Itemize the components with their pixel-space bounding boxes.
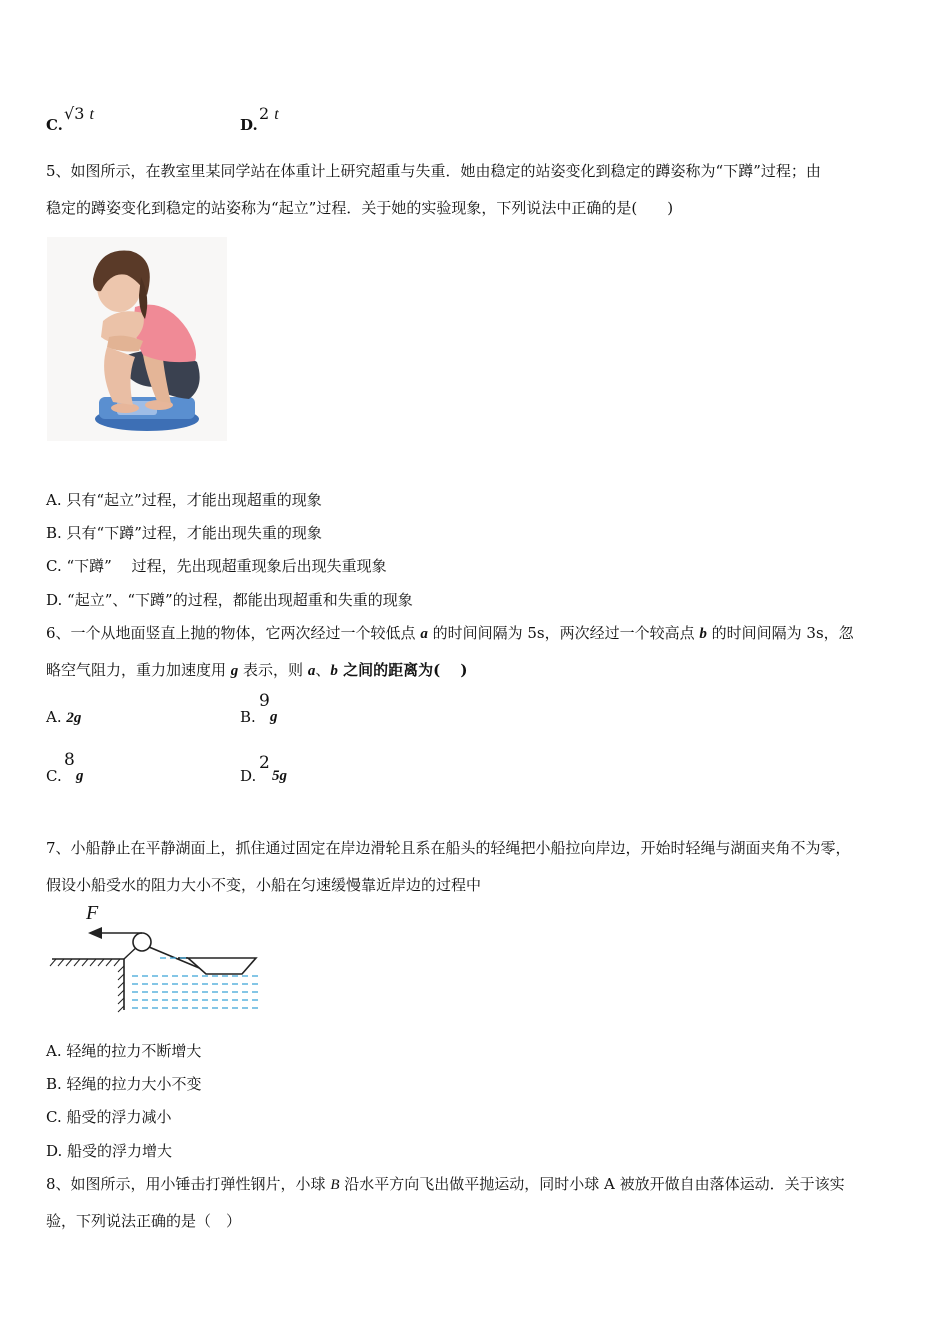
q6-var-b: b	[330, 663, 338, 679]
q5-stem-line2: 稳定的蹲姿变化到稳定的站姿称为“起立”过程．关于她的实验现象，下列说法中正确的是( )	[46, 199, 674, 217]
q6-option-d-num: 2	[259, 753, 270, 773]
q7-diagram-boat-pulley	[48, 902, 268, 1014]
q6-option-a-value: 2g	[66, 710, 82, 726]
squatting-woman-illustration	[47, 237, 227, 441]
q4-option-c-root: √3	[64, 104, 85, 123]
q5-photo-woman-on-scale	[47, 237, 227, 441]
q6-option-c-num: 8	[64, 750, 75, 770]
q8-stem-line1	[46, 1174, 845, 1195]
q6-option-a-label: A.	[46, 708, 62, 726]
q6-option-c-var: g	[76, 768, 84, 784]
q8-text: 被放开做自由落体运动．关于该实	[614, 1175, 845, 1193]
q6-text: 的时间间隔为 5s，两次经过一个较高点	[427, 624, 700, 642]
q5-option-d: D. “起立”、“下蹲”的过程，都能出现超重和失重的现象	[46, 591, 413, 609]
q7-diagram-svg	[48, 902, 268, 1014]
q8-text: 沿水平方向飞出做平抛运动，同时小球	[339, 1175, 605, 1193]
q4-option-d	[240, 115, 258, 135]
q6-text: 、	[315, 661, 331, 679]
q6-text: 之间的距离为( )	[337, 661, 468, 679]
q8-text: 8、如图所示，用小锤击打弹性钢片，小球	[46, 1175, 331, 1193]
q7-option-a: A. 轻绳的拉力不断增大	[46, 1042, 202, 1060]
q7-force-label: F	[86, 902, 99, 924]
q6-stem-line1	[46, 623, 854, 644]
q4-option-d-value	[259, 104, 279, 124]
q7-stem-line1: 7、小船静止在平静湖面上，抓住通过固定在岸边滑轮且系在船头的轻绳把小船拉向岸边，开始时轻绳与湖面夹角不为零，	[46, 839, 851, 857]
q4-option-c	[46, 115, 63, 135]
q4-option-c-var: t	[89, 106, 94, 123]
q6-option-c-label: C.	[46, 767, 62, 785]
q6-stem-line2	[46, 660, 467, 681]
q4-option-c-value	[64, 104, 94, 124]
q7-option-d: D. 船受的浮力增大	[46, 1142, 173, 1160]
q4-option-d-var: t	[274, 106, 279, 123]
q8-stem-line2: 验，下列说法正确的是（ ）	[46, 1212, 242, 1230]
q6-var-a: a	[420, 626, 428, 642]
q4-option-c-label: C.	[46, 116, 63, 134]
q5-stem-line1: 5、如图所示，在教室里某同学站在体重计上研究超重与失重．她由稳定的站姿变化到稳定的蹲姿称为“下蹲”过程；由	[46, 162, 821, 180]
q6-option-b-num: 9	[259, 691, 270, 711]
q6-var-b: b	[699, 626, 707, 642]
q6-var-a: a	[307, 663, 316, 679]
q5-option-b: B. 只有“下蹲”过程，才能出现失重的现象	[46, 524, 322, 542]
q6-option-b-label: B.	[240, 708, 256, 726]
q7-option-c: C. 船受的浮力减小	[46, 1108, 172, 1126]
q6-option-d-var: 5g	[272, 768, 287, 784]
q8-var-a: A	[604, 1175, 615, 1193]
q6-text: 略空气阻力，重力加速度用	[46, 661, 231, 679]
q6-option-b-var: g	[270, 709, 278, 725]
q8-var-b: B	[330, 1177, 340, 1193]
q6-text: 表示，则	[238, 661, 308, 679]
q6-option-a	[46, 707, 81, 728]
q6-text: 的时间间隔为 3s，忽	[706, 624, 854, 642]
q6-text: 6、一个从地面竖直上抛的物体，它两次经过一个较低点	[46, 624, 421, 642]
q6-option-d-label: D.	[240, 767, 257, 785]
q4-option-d-num: 2	[259, 104, 270, 123]
q5-option-c: C. “下蹲” 过程，先出现超重现象后出现失重现象	[46, 557, 387, 575]
q6-var-g: g	[230, 663, 239, 679]
q5-option-a: A. 只有“起立”过程，才能出现超重的现象	[46, 491, 322, 509]
q7-stem-line2: 假设小船受水的阻力大小不变，小船在匀速缓慢靠近岸边的过程中	[46, 876, 482, 894]
q4-option-d-label: D.	[240, 116, 258, 134]
q7-option-b: B. 轻绳的拉力大小不变	[46, 1075, 202, 1093]
